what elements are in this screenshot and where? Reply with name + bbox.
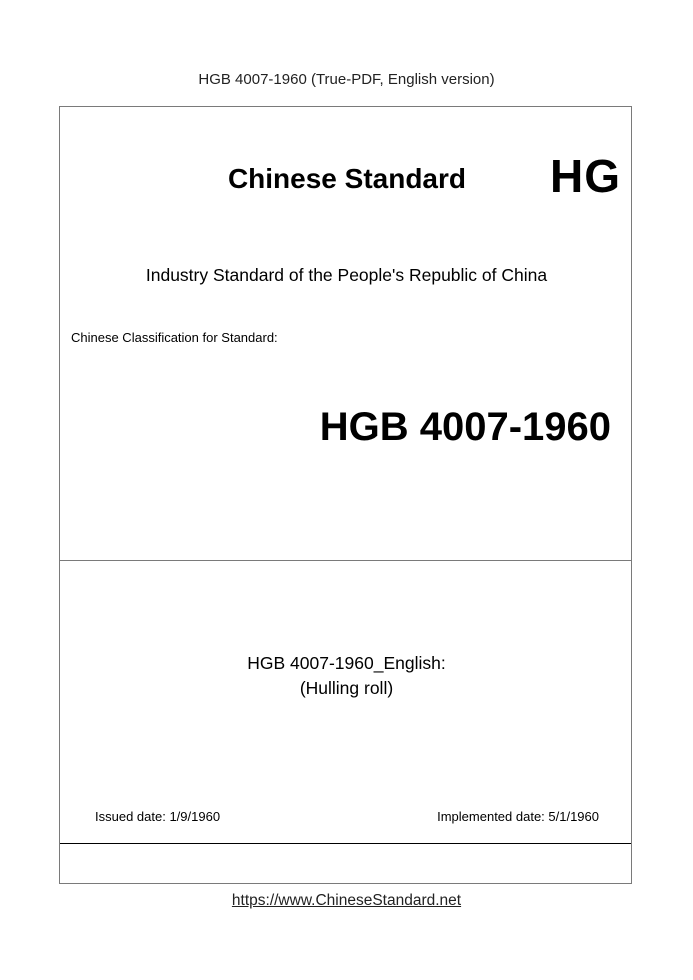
implemented-date: Implemented date: 5/1/1960 [437, 809, 599, 824]
category-mark: HG [550, 150, 621, 202]
english-title-line-1: HGB 4007-1960_English: [247, 653, 446, 673]
standard-number: HGB 4007-1960 [319, 405, 611, 449]
issued-date: Issued date: 1/9/1960 [95, 809, 221, 824]
english-title-line-2: (Hulling roll) [299, 678, 394, 698]
cover-frame [59, 106, 632, 884]
page-header: HGB 4007-1960 (True-PDF, English version) [198, 71, 495, 88]
cover-title: Chinese Standard [227, 163, 466, 194]
english-title [60, 651, 633, 701]
cover-top-section [60, 107, 631, 561]
website-link[interactable]: https://www.ChineseStandard.net [231, 892, 462, 909]
classification-label: Chinese Classification for Standard: [71, 330, 278, 345]
cover-bottom-bar [60, 843, 631, 883]
cover-subtitle: Industry Standard of the People's Republic of China [145, 265, 548, 285]
footer [0, 892, 693, 910]
